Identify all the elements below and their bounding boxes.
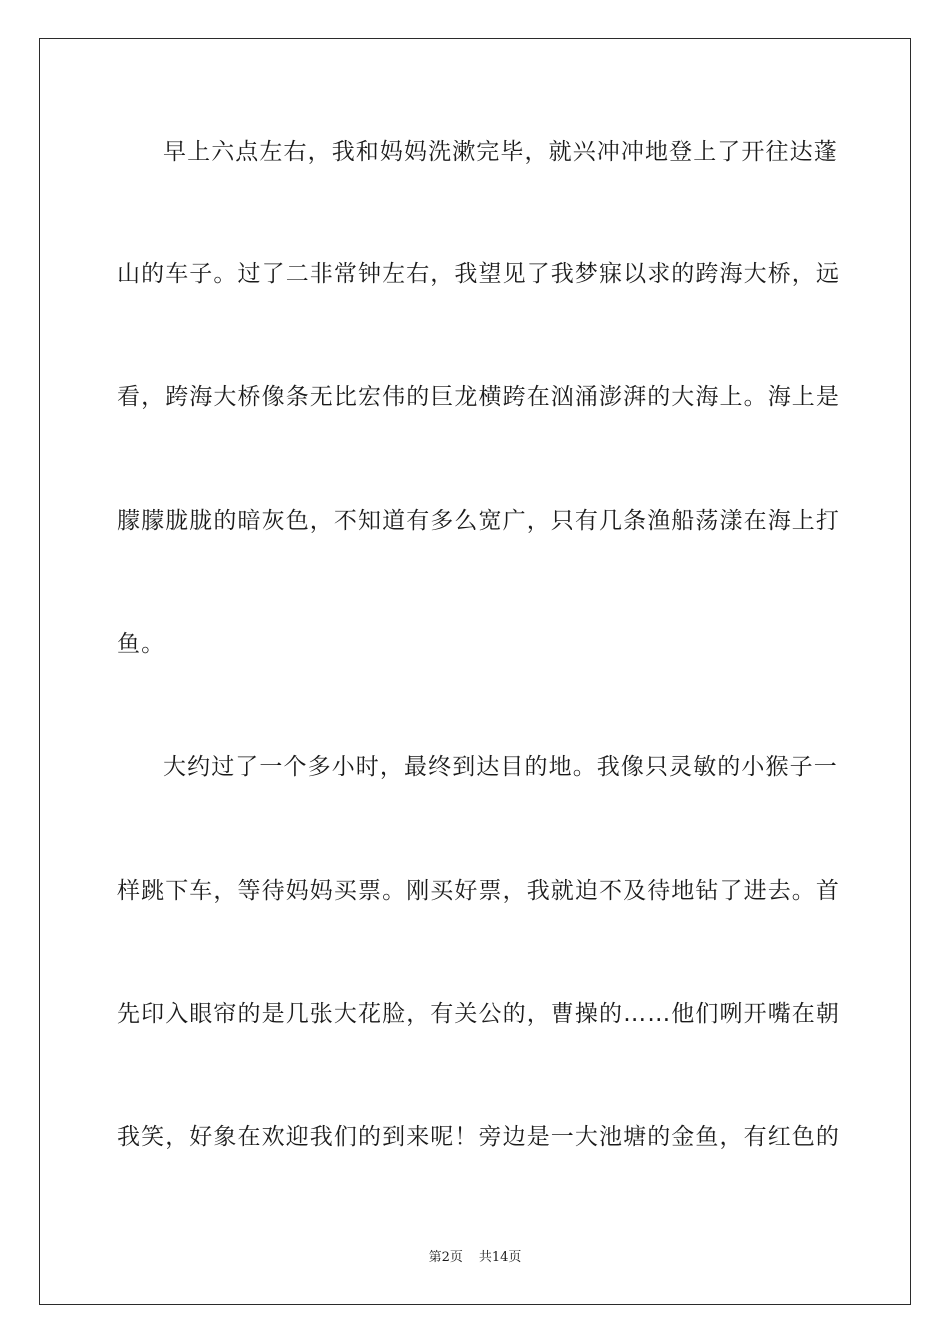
paragraph-2-line-2: 样跳下车，等待妈妈买票。刚买好票，我就迫不及待地钻了进去。首 [117, 878, 840, 904]
page-footer [0, 1246, 950, 1265]
page-number: 第2页 [428, 1250, 463, 1265]
paragraph-2-line-1: 大约过了一个多小时，最终到达目的地。我像只灵敏的小猴子一 [163, 754, 838, 780]
paragraph-1-line-5: 鱼。 [117, 631, 166, 657]
paragraph-1-line-2: 山的车子。过了二非常钟左右，我望见了我梦寐以求的跨海大桥，远 [117, 261, 840, 287]
paragraph-1-line-4: 朦朦胧胧的暗灰色，不知道有多么宽广，只有几条渔船荡漾在海上打 [117, 508, 840, 534]
paragraph-2-line-3: 先印入眼帘的是几张大花脸，有关公的，曹操的……他们咧开嘴在朝 [117, 1001, 840, 1027]
paragraph-1-line-3: 看，跨海大桥像条无比宏伟的巨龙横跨在汹涌澎湃的大海上。海上是 [117, 384, 840, 410]
paragraph-1-line-1: 早上六点左右，我和妈妈洗漱完毕，就兴冲冲地登上了开往达蓬 [163, 139, 838, 165]
total-pages: 共14页 [478, 1250, 522, 1265]
paragraph-2-line-4: 我笑，好象在欢迎我们的到来呢！旁边是一大池塘的金鱼，有红色的 [117, 1124, 840, 1150]
page-border [39, 38, 911, 1305]
